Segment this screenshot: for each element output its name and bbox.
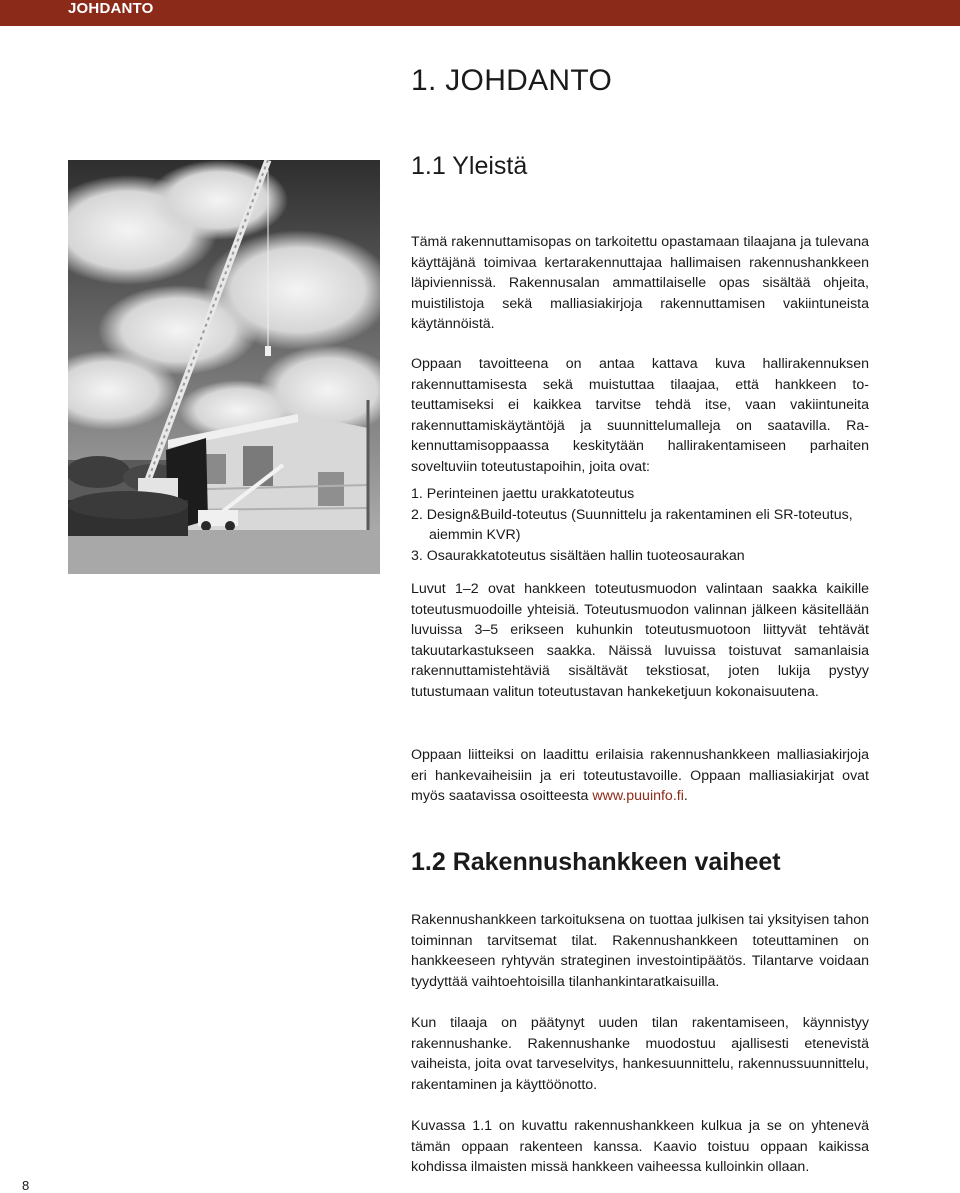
puuinfo-link[interactable]: www.puuinfo.fi bbox=[592, 788, 684, 805]
section-1-1-paragraph-3: Luvut 1–2 ovat hankkeen toteutusmuodon valintaan saakka kaikille toteutusmuodoille yhteisiä. Toteutusmuodon valinnan jälkeen käsitellään luvuissa 3–5 erikseen kuhunkin toteutusmuotoon liittyvät tehtävät takuutarkastukseen saakka. Näissä luvuissa toistuvat samanlaisia rakennuttamistehtäviä sisältävät tekstiosat, joten lukija pystyy tutustumaan valitun toteutustavan hankeketjuun kokonaisuutena. bbox=[411, 581, 869, 700]
section-1-2-paragraph-1-wrap bbox=[411, 910, 869, 992]
section-1-1-paragraph-3-wrap bbox=[411, 579, 869, 703]
section-1-2-paragraph-3: Kuvassa 1.1 on kuvattu rakennushankkeen kulkua ja se on yhtenevä tämän oppaan rakenteen kanssa. Kaavio toistuu oppaan kaikissa kohdissa ilmaisten missä hankkeen vaiheessa kulloinkin ollaan. bbox=[411, 1118, 869, 1176]
list-item: 3. Osaurakkatoteutus sisältäen hallin tuoteosaurakan bbox=[411, 547, 745, 564]
header-section-label: JOHDANTO bbox=[68, 0, 154, 17]
paragraph-4-text: Oppaan liitteiksi on laadittu erilaisia rakennushankkeen malliasiakirjoja eri hankevaiheisiin ja eri toteutustavoille. Oppaan malliasiakirjat ovat myös saatavissa osoitteesta bbox=[411, 747, 869, 805]
section-1-2-paragraph-2-wrap bbox=[411, 1013, 869, 1095]
list-item: 2. Design&Build-toteutus (Suunnittelu ja rakentaminen eli SR-toteutus, aiemmin KVR) bbox=[411, 506, 853, 544]
section-1-1-paragraph-4 bbox=[411, 745, 869, 807]
paragraph-4-end: . bbox=[683, 788, 688, 805]
section-1-2-heading: 1.2 Rakennushankkeen vaiheet bbox=[411, 848, 781, 876]
construction-site-photo bbox=[68, 160, 380, 574]
section-1-1-paragraph-2: Oppaan tavoitteena on antaa kattava kuva hallirakennuksen rakennuttamisesta sekä muistuttaa tilaajaa, että hankkeen toteuttamiseksi ei kaikkea tarvitse tehdä itse, vaan vakiintuneita rakennuttamiskäytäntöjä ja suunnittelumalleja on saatavilla. Rakennuttamisoppaassa keskitytään hallirakentamiseen parhaiten soveltuviin toteutustapoihin, joita ovat: bbox=[411, 356, 869, 475]
implementation-list-wrap bbox=[411, 484, 869, 566]
section-1-1-paragraph-2-wrap bbox=[411, 354, 869, 478]
section-1-2-heading-wrap bbox=[411, 848, 869, 877]
implementation-list bbox=[411, 484, 869, 566]
section-1-1-paragraph-1-wrap bbox=[411, 232, 869, 335]
section-1-2-paragraph-2: Kun tilaaja on päätynyt uuden tilan rakentamiseen, käynnistyy rakennushanke. Rakennushanke muodostuu ajallisesti etenevistä vaiheista, joita ovat tarveselvitys, hankesuunnittelu, rakennussuunnittelu, rakentaminen ja käyttöönotto. bbox=[411, 1015, 869, 1093]
chapter-title: 1. JOHDANTO bbox=[411, 64, 613, 97]
page-number: 8 bbox=[22, 1178, 30, 1193]
section-1-2-paragraph-1: Rakennushankkeen tarkoituksena on tuottaa julkisen tai yksityisen tahon toiminnan tarvitsemat tilat. Rakennushankkeen toteuttaminen on hankkeeseen ryhtyvän strateginen investointipäätös. Tilantarve voidaan tyydyttää vaihtoehtoisilla tilanhankintaratkaisuilla. bbox=[411, 912, 869, 990]
section-1-1-heading-wrap bbox=[411, 152, 869, 181]
section-1-2-paragraph-3-wrap bbox=[411, 1116, 869, 1178]
list-item: 1. Perinteinen jaettu urakkatoteutus bbox=[411, 486, 635, 502]
section-1-1-paragraph-4-wrap bbox=[411, 745, 869, 807]
section-1-1-paragraph-1: Tämä rakennuttamisopas on tarkoitettu opastamaan tilaajana ja tulevana käyttäjänä toimivaa kertarakennuttajaa hallimaisen rakennushankkeen läpiviennissä. Rakennusalan ammattilaiselle opas sisältää ohjeita, muistilistoja sekä malliasiakirjoja rakennuttamisen vakiintuneista käytännöistä. bbox=[411, 234, 869, 333]
section-1-1-heading: 1.1 Yleistä bbox=[411, 152, 528, 180]
